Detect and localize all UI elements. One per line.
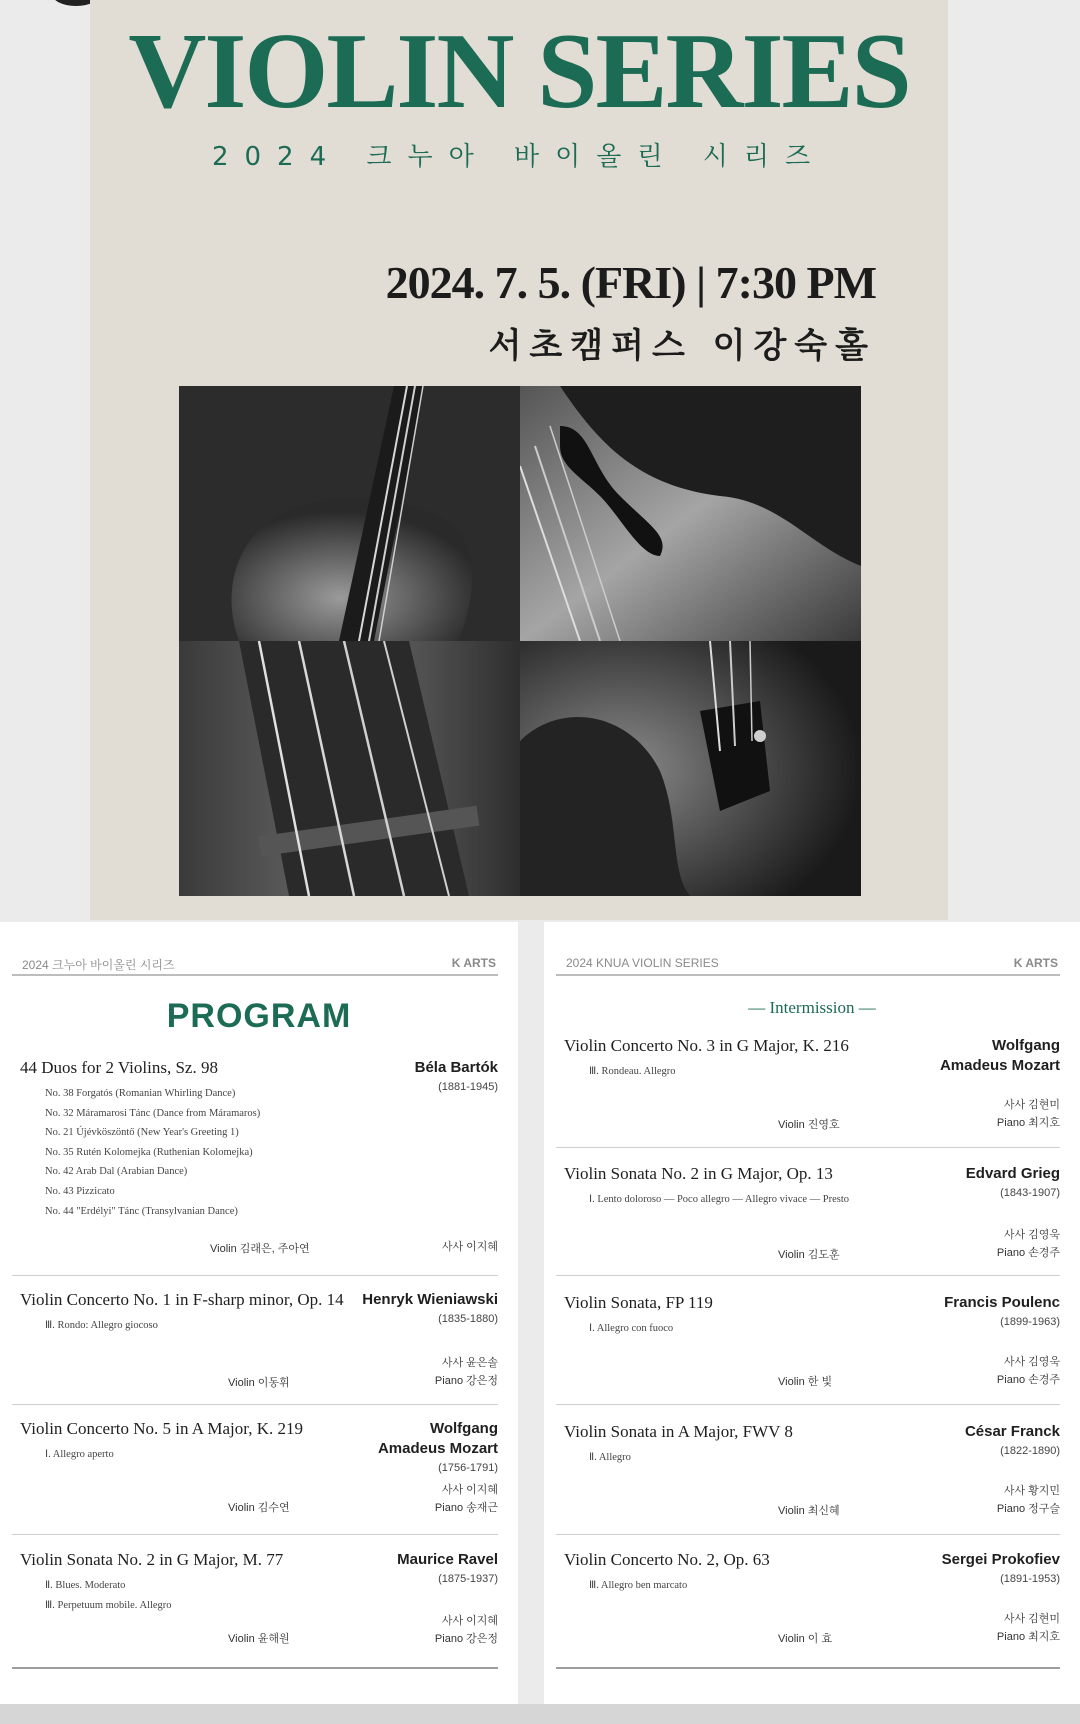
series-label: 2024 크누아 바이올린 시리즈 <box>22 958 175 972</box>
movement: Ⅰ. Lento doloroso — Poco allegro — Allegro vivace — Presto <box>589 1194 850 1205</box>
poster-title: VIOLIN SERIES <box>128 12 910 131</box>
concert-poster <box>90 0 948 920</box>
composer-years: (1835-1880) <box>438 1313 498 1325</box>
program-item <box>564 1036 1060 1146</box>
composer-name: Francis Poulenc <box>944 1294 1060 1311</box>
composer-name: Amadeus Mozart <box>377 1440 498 1457</box>
movement: No. 35 Rutén Kolomejka (Ruthenian Kolomejka) <box>45 1146 253 1158</box>
composer <box>378 1419 498 1477</box>
program-item <box>564 1422 1060 1532</box>
pianist: Piano 최지호 <box>996 1631 1060 1643</box>
program-item <box>564 1293 1060 1403</box>
movement-list <box>45 1084 260 1221</box>
item-divider <box>556 1275 1060 1276</box>
bottom-band <box>0 1704 1080 1724</box>
composer-years: (1891-1953) <box>1000 1573 1060 1585</box>
movement: No. 44 "Erdélyi" Tánc (Transylvanian Dance) <box>45 1205 238 1217</box>
accompanist <box>997 1096 1060 1132</box>
poster-date: 2024. 7. 5. (FRI) | 7:30 PM <box>385 257 876 308</box>
composer-name: Henryk Wieniawski <box>362 1291 498 1308</box>
composer <box>965 1422 1060 1460</box>
accompanist <box>997 1226 1060 1262</box>
accompanist <box>997 1353 1060 1389</box>
program-item <box>20 1058 498 1258</box>
composer <box>942 1550 1060 1588</box>
accompanist <box>435 1354 498 1390</box>
movement: No. 42 Arab Dal (Arabian Dance) <box>45 1166 188 1178</box>
performer: Violin 윤해원 <box>228 1633 290 1645</box>
performer: Violin 최신혜 <box>778 1505 840 1517</box>
movement-list <box>589 1319 673 1339</box>
teacher: 사사 김영욱 <box>1003 1229 1060 1241</box>
performer: Violin 김래은, 주아연 <box>210 1243 310 1255</box>
composer-name: Amadeus Mozart <box>939 1057 1060 1074</box>
violin-photo-1 <box>179 386 520 641</box>
piece-title: Violin Sonata No. 2 in G Major, Op. 13 <box>564 1164 833 1183</box>
program-item <box>564 1550 1060 1660</box>
movement: No. 43 Pizzicato <box>45 1185 115 1197</box>
pianist: Piano 송재근 <box>434 1502 498 1514</box>
pianist: Piano 강은정 <box>434 1633 498 1645</box>
composer <box>415 1058 498 1096</box>
program-item <box>20 1419 498 1531</box>
program-sheet-right <box>544 922 1080 1704</box>
accompanist <box>442 1238 498 1256</box>
sheet-header <box>566 956 1058 976</box>
composer-years: (1881-1945) <box>438 1081 498 1093</box>
item-divider <box>12 1534 498 1535</box>
teacher: 사사 윤은솔 <box>441 1357 498 1369</box>
pianist: Piano 최지호 <box>996 1117 1060 1129</box>
teacher: 사사 이지혜 <box>441 1615 498 1627</box>
performer: Violin 이 효 <box>778 1633 833 1645</box>
teacher: 사사 김현미 <box>1003 1099 1060 1111</box>
karts-logo: K ARTS <box>451 956 496 970</box>
performer: Violin 한 빛 <box>778 1376 833 1388</box>
footer-rule <box>12 1667 498 1669</box>
footer-rule <box>556 1667 1060 1669</box>
violin-photo-grid <box>179 386 861 896</box>
accompanist <box>435 1481 498 1517</box>
movement-list <box>589 1576 687 1596</box>
item-divider <box>12 1404 498 1405</box>
movement-list <box>45 1445 114 1465</box>
composer-years: (1756-1791) <box>438 1462 498 1474</box>
performer: Violin 김수연 <box>228 1502 290 1514</box>
composer-name: Sergei Prokofiev <box>941 1551 1060 1568</box>
poster-subtitle: 2024 크누아 바이올린 시리즈 <box>211 142 827 172</box>
composer-years: (1875-1937) <box>438 1573 498 1585</box>
program-item <box>20 1290 498 1402</box>
composer <box>397 1550 498 1588</box>
item-divider <box>556 1404 1060 1405</box>
performer: Violin 진영호 <box>778 1119 840 1131</box>
pianist: Piano 손경주 <box>996 1374 1060 1386</box>
movement: No. 32 Máramarosi Tánc (Dance from Máramaros) <box>45 1107 261 1119</box>
violin-photo-4 <box>520 641 861 896</box>
teacher: 사사 황지민 <box>1003 1485 1060 1497</box>
item-divider <box>556 1147 1060 1148</box>
program-item <box>564 1164 1060 1274</box>
performer: Violin 이동휘 <box>228 1377 290 1389</box>
movement: No. 21 Újévköszöntő (New Year's Greeting 1) <box>45 1127 239 1139</box>
movement: Ⅲ. Perpetuum mobile. Allegro <box>45 1599 172 1611</box>
composer <box>362 1290 498 1328</box>
performer: Violin 김도훈 <box>778 1249 840 1261</box>
movement-list <box>589 1190 849 1210</box>
pianist: Piano 정구슬 <box>996 1503 1060 1515</box>
pianist: Piano 강은정 <box>434 1375 498 1387</box>
item-divider <box>556 1534 1060 1535</box>
composer-name: Béla Bartók <box>414 1059 498 1076</box>
piece-title: Violin Concerto No. 2, Op. 63 <box>564 1550 770 1569</box>
program-sheet-left <box>0 922 518 1704</box>
movement-list <box>45 1576 172 1615</box>
poster-venue: 서초캠퍼스 이강숙홀 <box>488 326 876 366</box>
composer-name: César Franck <box>964 1423 1060 1440</box>
movement: Ⅲ. Allegro ben marcato <box>589 1580 688 1591</box>
accompanist <box>997 1482 1060 1518</box>
piece-title: Violin Sonata in A Major, FWV 8 <box>564 1422 793 1441</box>
teacher: 사사 김현미 <box>1003 1613 1060 1625</box>
movement: No. 38 Forgatós (Romanian Whirling Dance) <box>45 1088 236 1099</box>
composer <box>944 1293 1060 1331</box>
composer-name: Wolfgang <box>991 1037 1060 1054</box>
movement-list <box>589 1448 631 1468</box>
header-rule <box>12 974 498 976</box>
composer-years: (1822-1890) <box>1000 1445 1060 1457</box>
teacher: 사사 이지혜 <box>441 1484 498 1496</box>
intermission-label: — Intermission — <box>748 998 876 1017</box>
piece-title: Violin Sonata No. 2 in G Major, M. 77 <box>20 1550 284 1569</box>
movement: Ⅰ. Allegro aperto <box>45 1449 114 1460</box>
accompanist <box>435 1612 498 1648</box>
piece-title: Violin Concerto No. 1 in F-sharp minor, Op. 14 <box>20 1290 344 1309</box>
piece-title: Violin Sonata, FP 119 <box>564 1293 713 1312</box>
teacher: 사사 김영욱 <box>1003 1356 1060 1368</box>
movement: Ⅲ. Rondeau. Allegro <box>589 1066 676 1077</box>
composer-name: Wolfgang <box>429 1420 498 1437</box>
program-item <box>20 1550 498 1670</box>
item-divider <box>12 1275 498 1276</box>
pianist: Piano 손경주 <box>996 1247 1060 1259</box>
header-rule <box>556 974 1060 976</box>
movement: Ⅰ. Allegro con fuoco <box>589 1323 674 1334</box>
series-label: 2024 KNUA VIOLIN SERIES <box>566 956 719 970</box>
violin-photo-3 <box>179 641 520 896</box>
composer-years: (1899-1963) <box>1000 1316 1060 1328</box>
piece-title: Violin Concerto No. 5 in A Major, K. 219 <box>20 1419 304 1438</box>
sheet-header <box>22 956 496 976</box>
program-title: PROGRAM <box>166 997 352 1035</box>
composer-years: (1843-1907) <box>1000 1187 1060 1199</box>
movement-list <box>589 1062 676 1082</box>
composer <box>966 1164 1060 1202</box>
composer <box>940 1036 1060 1076</box>
piece-title: 44 Duos for 2 Violins, Sz. 98 <box>20 1058 218 1077</box>
accompanist <box>997 1610 1060 1646</box>
movement: Ⅱ. Allegro <box>589 1452 631 1463</box>
piece-title: Violin Concerto No. 3 in G Major, K. 216 <box>564 1036 849 1055</box>
composer-name: Maurice Ravel <box>397 1551 498 1568</box>
movement: Ⅱ. Blues. Moderato <box>45 1580 126 1591</box>
violin-photo-2 <box>520 386 861 641</box>
movement: Ⅲ. Rondo: Allegro giocoso <box>45 1320 158 1331</box>
movement-list <box>45 1316 158 1336</box>
karts-logo: K ARTS <box>1013 956 1058 970</box>
teacher: 사사 이지혜 <box>441 1241 498 1253</box>
composer-name: Edvard Grieg <box>965 1165 1060 1182</box>
